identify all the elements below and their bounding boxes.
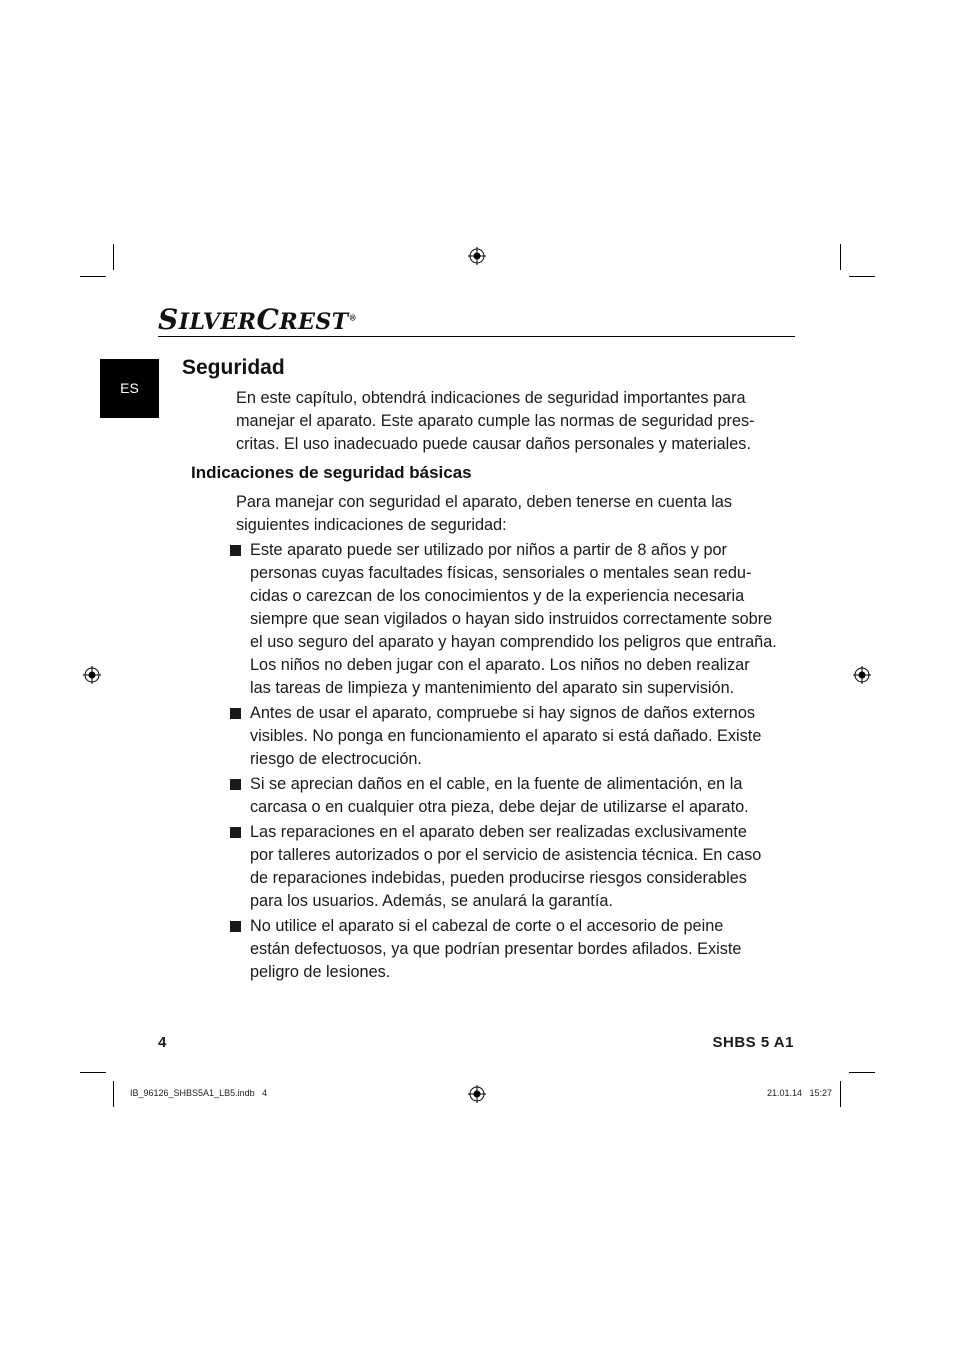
brand-logo: SILVERCREST® [158, 303, 358, 336]
crop-mark [80, 276, 106, 277]
page-number: 4 [158, 1034, 167, 1051]
intro-paragraph: En este capítulo, obtendrá indicaciones de seguridad importantes para manejar el aparato. Este aparato cumple las normas de seguridad pres- critas. El uso inadecuado puede causar daños personales y materiales. [236, 389, 755, 453]
registration-mark-icon [853, 666, 871, 684]
header-rule [158, 336, 795, 337]
sub-intro-paragraph: Para manejar con seguridad el aparato, deben tenerse en cuenta las siguientes indicaciones de seguridad: [236, 493, 733, 534]
bullet-square-icon [230, 545, 241, 556]
bullet-square-icon [230, 708, 241, 719]
registration-mark-icon [83, 666, 101, 684]
crop-mark [849, 1072, 875, 1073]
bullet-square-icon [230, 921, 241, 932]
language-tab: ES [100, 359, 159, 418]
bullet-square-icon [230, 827, 241, 838]
model-number: SHBS 5 A1 [712, 1034, 794, 1051]
list-item: Este aparato puede ser utilizado por niños a partir de 8 años y por personas cuyas facultades físicas, sensoriales o mentales sean redu- cidas o carezcan de los conocimientos y de la experiencia necesaria siempre que sean vigilados o hayan sido instruidos correctamente sobre el uso seguro del aparato y hayan comprendido los peligros que entraña. Los niños no deben jugar con el aparato. Los niños no deben realizar las tareas de limpieza y mantenimiento del aparato sin supervisión. [230, 539, 790, 700]
subsection-title: Indicaciones de seguridad básicas [191, 463, 472, 482]
crop-mark [840, 1081, 841, 1107]
crop-mark [840, 244, 841, 270]
list-item: Antes de usar el aparato, compruebe si hay signos de daños externos visibles. No ponga en funcionamiento el aparato si está dañado. Existe riesgo de electrocución. [230, 702, 790, 771]
bullet-square-icon [230, 779, 241, 790]
print-file-info: IB_96126_SHBS5A1_LB5.indb 4 [130, 1088, 268, 1098]
registration-mark-icon [468, 1085, 486, 1103]
crop-mark [80, 1072, 106, 1073]
crop-mark [113, 1081, 114, 1107]
registration-mark-icon [468, 247, 486, 265]
safety-list [230, 539, 790, 986]
crop-mark [113, 244, 114, 270]
list-item: Si se aprecian daños en el cable, en la fuente de alimentación, en la carcasa o en cualquier otra pieza, debe dejar de utilizarse el aparato. [230, 773, 790, 819]
list-item: Las reparaciones en el aparato deben ser realizadas exclusivamente por talleres autorizados o por el servicio de asistencia técnica. En caso de reparaciones indebidas, pueden producirse riesgos considerables para los usuarios. Además, se anulará la garantía. [230, 821, 790, 913]
crop-mark [849, 276, 875, 277]
list-item: No utilice el aparato si el cabezal de corte o el accesorio de peine están defectuosos, ya que podrían presentar bordes afilados. Existe peligro de lesiones. [230, 915, 790, 984]
section-title: Seguridad [182, 356, 285, 379]
print-date-info: 21.01.14 15:27 [766, 1088, 832, 1098]
